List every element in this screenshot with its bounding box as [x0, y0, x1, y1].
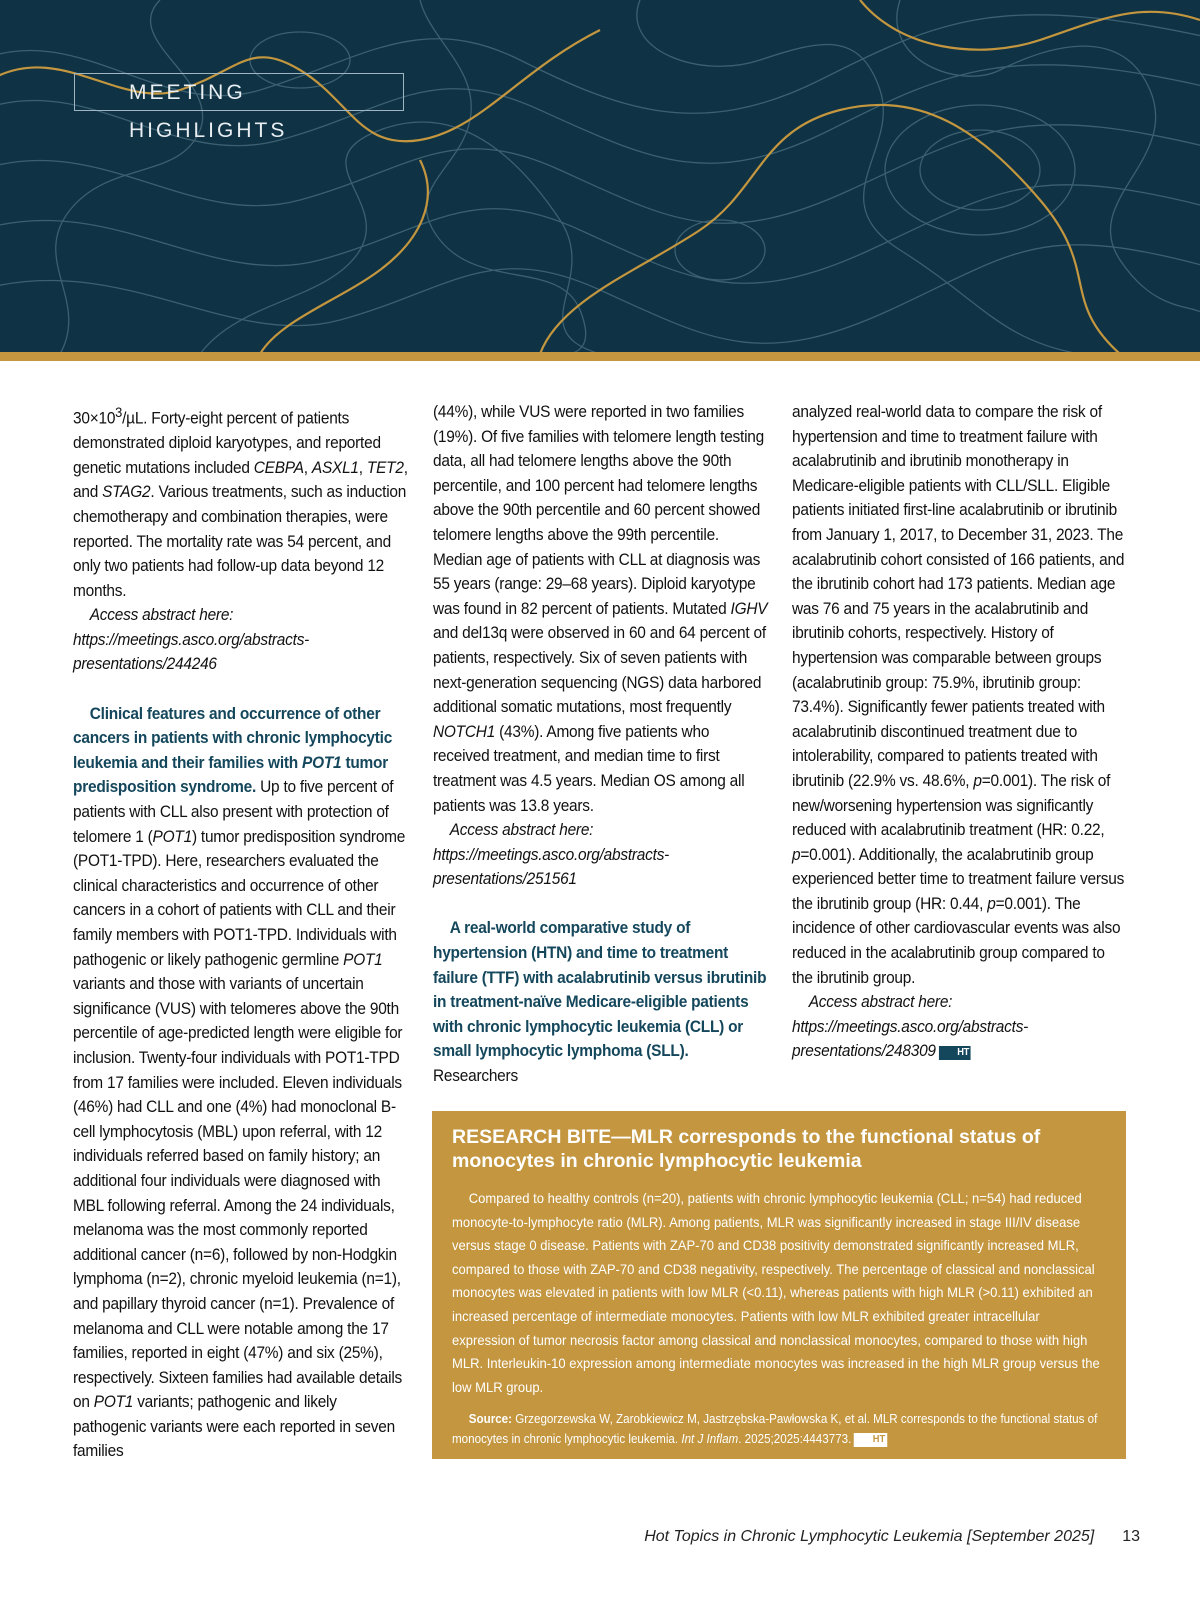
access-abstract-link[interactable]: Access abstract here: https://meetings.asco.org/abstracts-presentations/251561 — [433, 820, 670, 889]
research-bite-box — [432, 1111, 1126, 1459]
gold-divider — [0, 352, 1200, 361]
page-number: 13 — [1122, 1528, 1140, 1545]
ht-logo-icon: HT — [939, 1046, 971, 1060]
ht-logo-icon: HT — [854, 1433, 887, 1447]
access-abstract-link[interactable]: Access abstract here: https://meetings.asco.org/abstracts-presentations/248309 HT — [792, 992, 1029, 1061]
paragraph: $30\times 10^3/\mu L$. Forty-eight percent of patients demonstrated diploid karyotypes, and reported genetic mutations included CEBPA, ASXL1, TET2, and STAG2. Various treatments, such as induction chemotherapy and combination therapies, were reported. The mortality rate was 54 percent, and only two patients had follow-up data beyond 12 months. — [73, 404, 408, 600]
research-bite-title: RESEARCH BITE—MLR corresponds to the functional status of monocytes in chronic lymphocytic leukemia — [452, 1126, 1041, 1172]
topographic-pattern — [0, 0, 1200, 354]
research-bite-source: Source: Grzegorzewska W, Zarobkiewicz M, Jastrzębska-Pawłowska K, et al. MLR corresponds to the functional status of monocytes in chronic lymphocytic leukemia. Int J Inflam. 2025;2025:4443773. HT — [452, 1412, 1098, 1447]
header-banner — [0, 0, 1200, 354]
column-1 — [73, 400, 410, 1464]
article-potd: Clinical features and occurrence of other cancers in patients with chronic lymphocytic leukemia and their families with POT1 tumor predisposition syndrome. Up to five percent of patients with CLL also present with protection of telomere 1 (POT1) tumor predisposition syndrome (POT1-TPD). Here, researchers evaluated the clinical characteristics and occurrence of other cancers in a cohort of patients with CLL and their family members with POT1-TPD. Individuals with pathogenic or likely pathogenic germline POT1 variants and those with variants of uncertain significance (VUS) with telomeres above the 90th percentile of age-predicted length were eligible for inclusion. Twenty-four individuals with POT1-TPD from 17 families were included. Eleven individuals (46%) had CLL and one (4%) had monoclonal B-cell lymphocytosis (MBL) upon referral, with 12 individuals referred based on family history; an additional four individuals were diagnosed with MBL following referral. Among the 24 individuals, melanoma was the most commonly reported additional cancer (n=6), followed by non-Hodgkin lymphoma (n=2), chronic myeloid leukemia (n=1), and papillary thyroid cancer (n=1). Prevalence of melanoma and CLL were notable among the 17 families, reported in eight (47%) and six (25%), respectively. Sixteen families had available details on POT1 variants; pathogenic and likely pathogenic variants were each reported in seven families — [73, 703, 406, 1461]
access-abstract-link[interactable]: Access abstract here: https://meetings.asco.org/abstracts-presentations/244246 — [73, 605, 310, 674]
article-heading: Clinical features and occurrence of other cancers in patients with chronic lymphocytic leukemia and their families with POT1 tumor predisposition syndrome. — [73, 703, 393, 797]
article-heading: A real-world comparative study of hypertension (HTN) and time to treatment failure (TTF) with acalabrutinib versus ibrutinib in treatment-naïve Medicare-eligible patients with chronic lymphocytic leukemia (CLL) or small lymphocytic lymphoma (SLL). — [433, 918, 767, 1061]
research-bite-body: Compared to healthy controls (n=20), patients with chronic lymphocytic leukemia (CLL; n=54) had reduced monocyte-to-lymphocyte ratio (MLR). Among patients, MLR was significantly increased in stage III/IV disease versus stage 0 disease. Patients with ZAP-70 and CD38 positivity demonstrated significantly increased MLR, compared to those with ZAP-70 and CD38 negativity, respectively. The percentage of classical and nonclassical monocytes was elevated in patients with low MLR (<0.11), whereas patients with high MLR (>0.11) exhibited an increased percentage of intermediate monocytes. Patients with low MLR exhibited greater intracellular expression of tumor necrosis factor among classical and nonclassical monocytes, compared to those with high MLR. Interleukin-10 expression among intermediate monocytes was increased in the high MLR group versus the low MLR group. — [452, 1190, 1100, 1395]
section-label: MEETING HIGHLIGHTS — [74, 73, 404, 111]
page-footer — [644, 1528, 1140, 1546]
paragraph: (44%), while VUS were reported in two families (19%). Of five families with telomere length testing data, all had telomere lengths above the 90th percentile, and 100 percent had telomere lengths above the 90th percentile and 60 percent showed telomere lengths above the 99th percentile. Median age of patients with CLL at diagnosis was 55 years (range: 29–68 years). Diploid karyotype was found in 82 percent of patients. Mutated IGHV and del13q were observed in 60 and 64 percent of patients, respectively. Six of seven patients with next-generation sequencing (NGS) data harbored additional somatic mutations, most frequently NOTCH1 (43%). Among five patients who received treatment, and median time to first treatment was 4.5 years. Median OS among all patients was 13.8 years. — [433, 402, 768, 815]
publication-title: Hot Topics in Chronic Lymphocytic Leukemia [September 2025] — [644, 1528, 1095, 1545]
article-htn: A real-world comparative study of hypertension (HTN) and time to treatment failure (TTF) with acalabrutinib versus ibrutinib in treatment-naïve Medicare-eligible patients with chronic lymphocytic leukemia (CLL) or small lymphocytic lymphoma (SLL). Researchers — [433, 918, 767, 1086]
paragraph: analyzed real-world data to compare the risk of hypertension and time to treatment failure with acalabrutinib and ibrutinib monotherapy in Medicare-eligible patients with CLL/SLL. Eligible patients initiated first-line acalabrutinib or ibrutinib from January 1, 2017, to December 31, 2023. The acalabrutinib cohort consisted of 166 patients, and the ibrutinib cohort had 173 patients. Median age was 76 and 75 years in the acalabrutinib and ibrutinib cohorts, respectively. History of hypertension was comparable between groups (acalabrutinib group: 75.9%, ibrutinib group: 73.4%). Significantly fewer patients treated with acalabrutinib discontinued treatment due to intolerability, compared to patients treated with ibrutinib (22.9% vs. 48.6%, p=0.001). The risk of new/worsening hypertension was significantly reduced with acalabrutinib treatment (HR: 0.22, p=0.001). Additionally, the acalabrutinib group experienced better time to treatment failure versus the ibrutinib group (HR: 0.44, p=0.001). The incidence of other cardiovascular events was also reduced in the acalabrutinib group compared to the ibrutinib group. — [792, 402, 1125, 987]
column-2 — [433, 400, 770, 1089]
column-3 — [792, 400, 1129, 1064]
